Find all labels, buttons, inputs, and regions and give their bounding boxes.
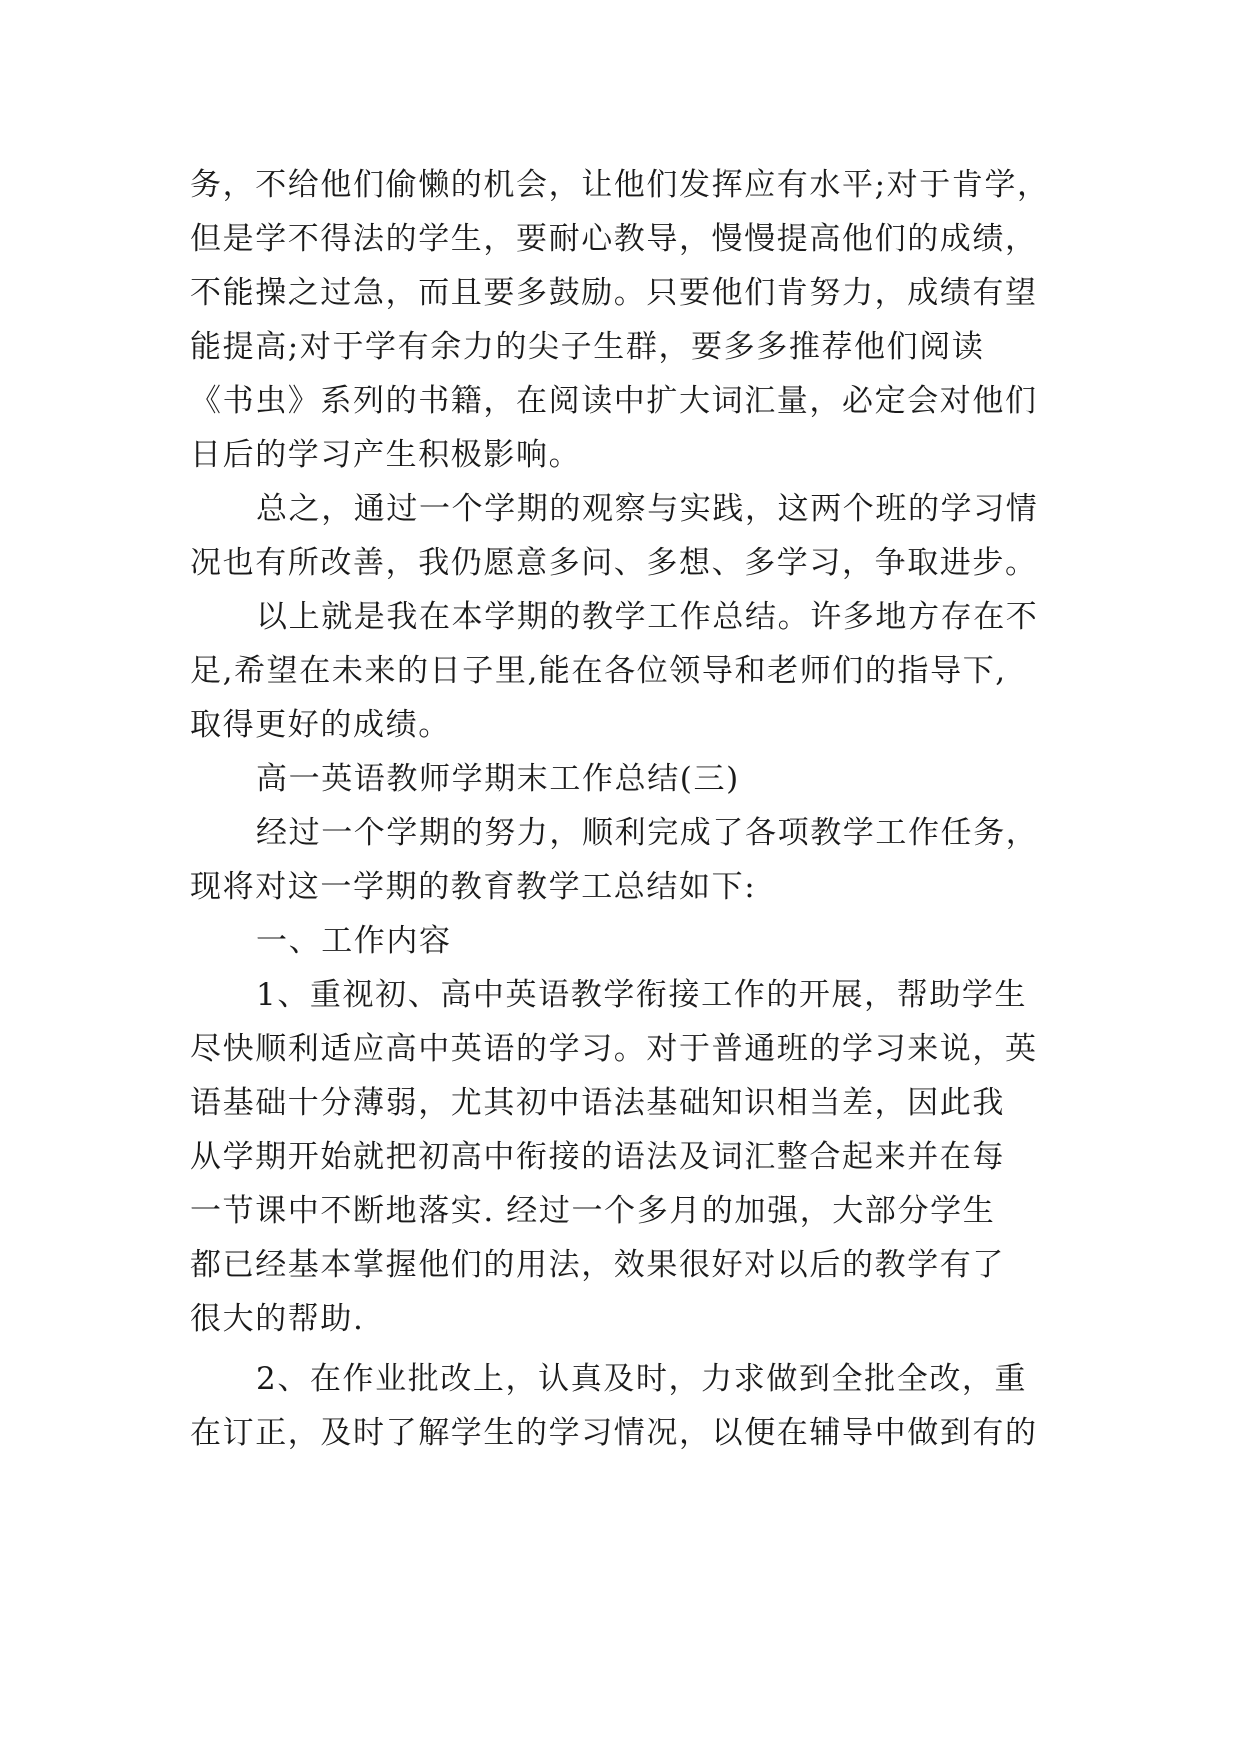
text-line: 2、在作业批改上，认真及时，力求做到全批全改，重 [256, 1361, 1028, 1397]
text-line: 总之，通过一个学期的观察与实践，这两个班的学习情 [256, 491, 1039, 527]
text-line: 但是学不得法的学生，要耐心教导，慢慢提高他们的成绩， [190, 221, 1038, 257]
text-line: 现将对这一学期的教育教学工总结如下: [190, 869, 757, 905]
text-line: 务，不给他们偷懒的机会，让他们发挥应有水平;对于肯学， [190, 167, 1050, 203]
text-line: 取得更好的成绩。 [190, 707, 451, 743]
text-line: 不能操之过急，而且要多鼓励。只要他们肯努力，成绩有望 [190, 275, 1038, 311]
subsection-title [190, 914, 1062, 968]
text-line: 经过一个学期的努力，顺利完成了各项教学工作任务， [256, 815, 1039, 851]
text-line: 能提高;对于学有余力的尖子生群，要多多推荐他们阅读 [190, 329, 985, 365]
document-body [190, 158, 1062, 1460]
text-line: 都已经基本掌握他们的用法，效果很好对以后的教学有了 [190, 1247, 1005, 1283]
paragraph-3 [190, 590, 1062, 752]
text-line: 以上就是我在本学期的教学工作总结。许多地方存在不 [256, 599, 1039, 635]
text-line: 一节课中不断地落实. 经过一个多月的加强，大部分学生 [190, 1193, 996, 1229]
text-line: 《书虫》系列的书籍，在阅读中扩大词汇量，必定会对他们 [190, 383, 1038, 419]
text-line: 况也有所改善，我仍愿意多问、多想、多学习，争取进步。 [190, 545, 1038, 581]
paragraph-1 [190, 158, 1062, 482]
text-line: 从学期开始就把初高中衔接的语法及词汇整合起来并在每 [190, 1139, 1005, 1175]
text-line: 在订正，及时了解学生的学习情况，以便在辅导中做到有的 [190, 1415, 1038, 1451]
text-line: 1、重视初、高中英语教学衔接工作的开展，帮助学生 [256, 977, 1028, 1013]
text-line: 尽快顺利适应高中英语的学习。对于普通班的学习来说，英 [190, 1031, 1038, 1067]
text-line: 很大的帮助. [190, 1301, 365, 1337]
paragraph-6 [190, 1352, 1062, 1460]
paragraph-5 [190, 968, 1062, 1346]
text-line: 语基础十分薄弱，尤其初中语法基础知识相当差，因此我 [190, 1085, 1005, 1121]
heading-line: 高一英语教师学期末工作总结(三) [256, 761, 740, 797]
section-heading [190, 752, 1062, 806]
paragraph-2 [190, 482, 1062, 590]
subsection-line: 一、工作内容 [256, 923, 452, 959]
paragraph-4 [190, 806, 1062, 914]
text-line: 日后的学习产生积极影响。 [190, 437, 582, 473]
text-line: 足,希望在未来的日子里,能在各位领导和老师们的指导下, [190, 653, 1007, 689]
